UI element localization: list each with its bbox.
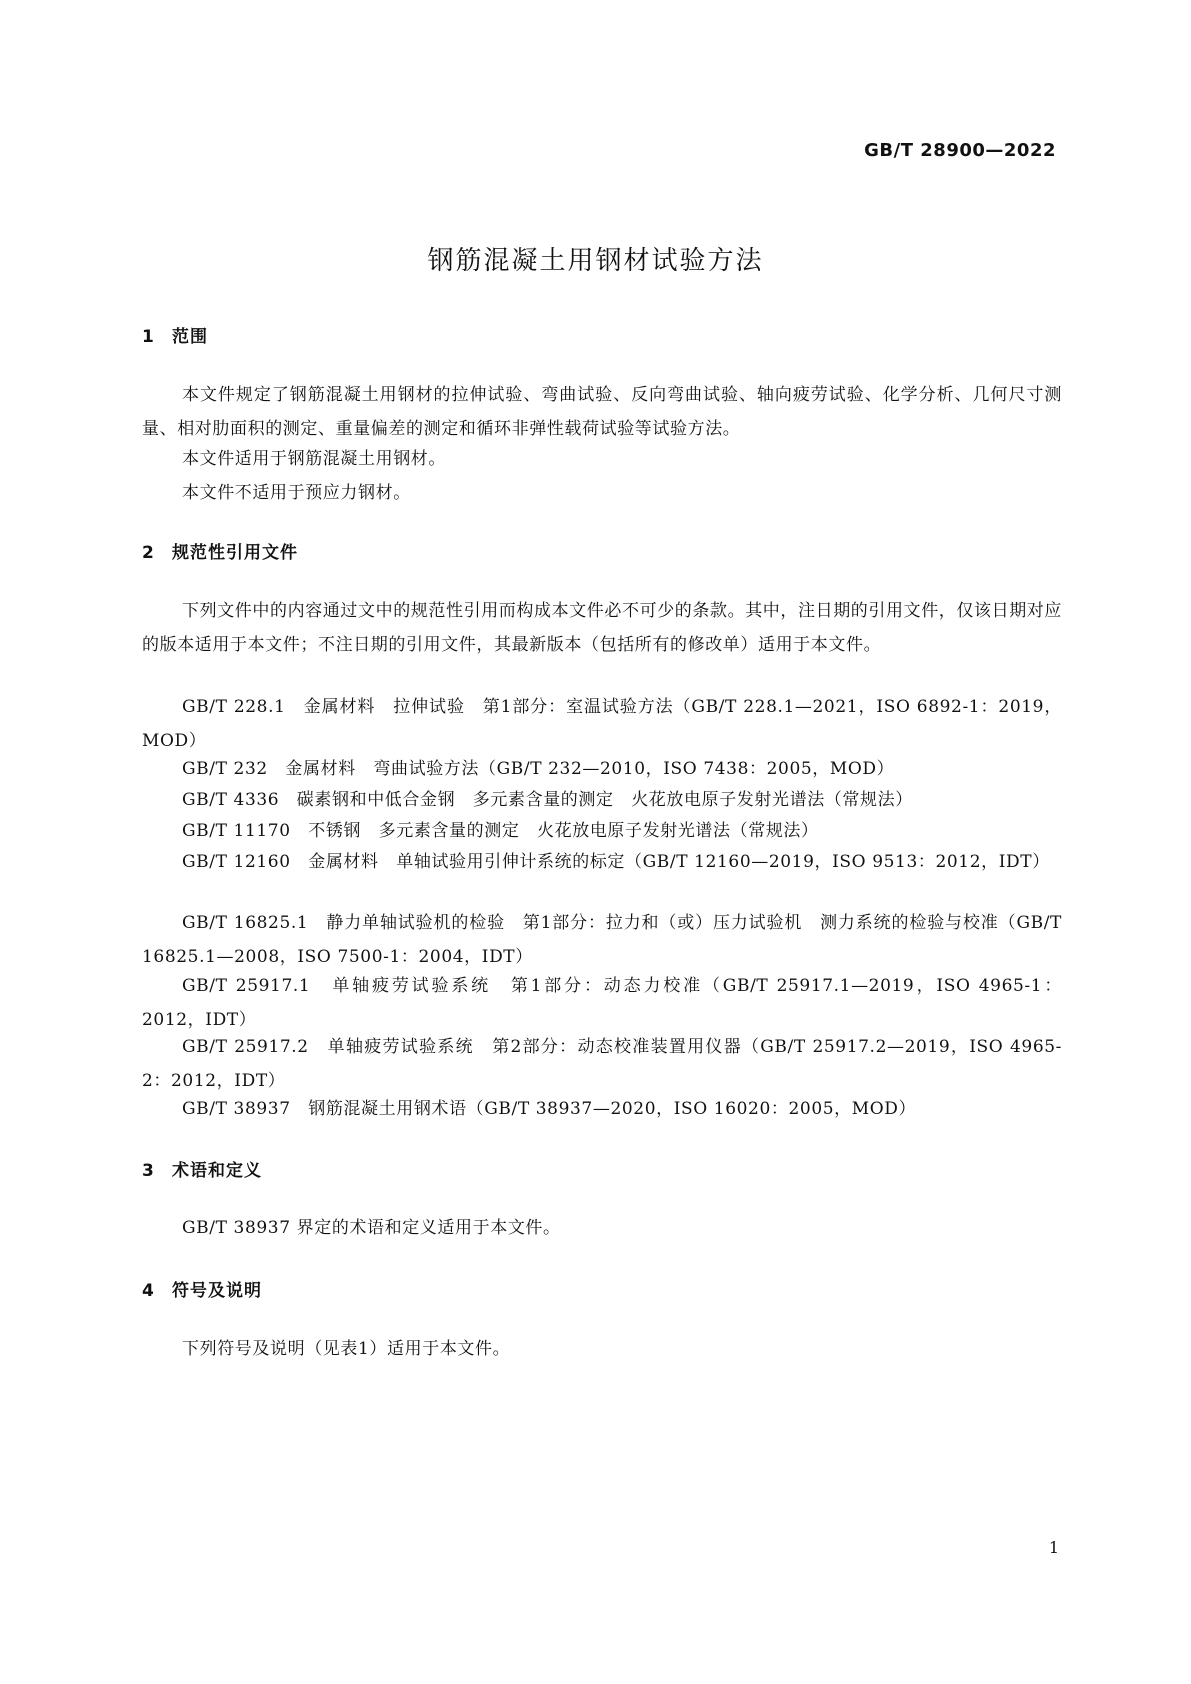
reference-entry: GB/T 12160 金属材料 单轴试验用引伸计系统的标定（GB/T 12160—2019，ISO 9513：2012，IDT）: [182, 852, 1050, 872]
page-number: 1: [1048, 1538, 1059, 1557]
section-number: 4: [142, 1281, 155, 1301]
section-title: 术语和定义: [172, 1161, 262, 1181]
reference-entry: GB/T 228.1 金属材料 拉伸试验 第1部分：室温试验方法（GB/T 228.1—2021，ISO 6892-1：2019，MOD）: [142, 697, 1062, 751]
document-title: 钢筋混凝土用钢材试验方法: [427, 246, 764, 276]
reference-entry: GB/T 25917.2 单轴疲劳试验系统 第2部分：动态校准装置用仪器（GB/T 25917.2—2019，ISO 4965-2：2012，IDT）: [142, 1037, 1062, 1091]
paragraph: 本文件不适用于预应力钢材。: [182, 483, 411, 503]
reference-entry: GB/T 25917.1 单轴疲劳试验系统 第1部分：动态力校准（GB/T 25917.1—2019，ISO 4965-1：2012，IDT）: [142, 976, 1062, 1030]
paragraph: 下列文件中的内容通过文中的规范性引用而构成本文件必不可少的条款。其中，注日期的引用文件，仅该日期对应的版本适用于本文件；不注日期的引用文件，其最新版本（包括所有的修改单）适用于本文件。: [142, 601, 1062, 655]
section-number: 1: [142, 327, 155, 347]
paragraph: GB/T 38937 界定的术语和定义适用于本文件。: [182, 1218, 561, 1238]
section-heading: [142, 538, 298, 563]
section-number: 3: [142, 1161, 155, 1181]
section-number: 2: [142, 543, 155, 563]
section-heading: [142, 1276, 262, 1301]
paragraph: 本文件适用于钢筋混凝土用钢材。: [182, 449, 446, 469]
reference-entry: GB/T 232 金属材料 弯曲试验方法（GB/T 232—2010，ISO 7438：2005，MOD）: [182, 759, 895, 779]
reference-entry: GB/T 38937 钢筋混凝土用钢术语（GB/T 38937—2020，ISO 16020：2005，MOD）: [182, 1099, 917, 1119]
section-title: 符号及说明: [172, 1281, 262, 1301]
reference-entry: GB/T 4336 碳素钢和中低合金钢 多元素含量的测定 火花放电原子发射光谱法（常规法）: [182, 790, 913, 810]
paragraph: 本文件规定了钢筋混凝土用钢材的拉伸试验、弯曲试验、反向弯曲试验、轴向疲劳试验、化学分析、几何尺寸测量、相对肋面积的测定、重量偏差的测定和循环非弹性载荷试验等试验方法。: [142, 385, 1062, 439]
section-heading: [142, 1156, 262, 1181]
reference-entry: GB/T 11170 不锈钢 多元素含量的测定 火花放电原子发射光谱法（常规法）: [182, 821, 819, 841]
reference-entry: GB/T 16825.1 静力单轴试验机的检验 第1部分：拉力和（或）压力试验机 测力系统的检验与校准（GB/T 16825.1—2008，ISO 7500-1：2004，IDT）: [142, 913, 1062, 967]
section-title: 范围: [172, 327, 208, 347]
standard-code: GB/T 28900—2022: [864, 140, 1056, 161]
section-heading: [142, 322, 208, 347]
paragraph: 下列符号及说明（见表1）适用于本文件。: [182, 1339, 511, 1359]
section-title: 规范性引用文件: [172, 543, 298, 563]
